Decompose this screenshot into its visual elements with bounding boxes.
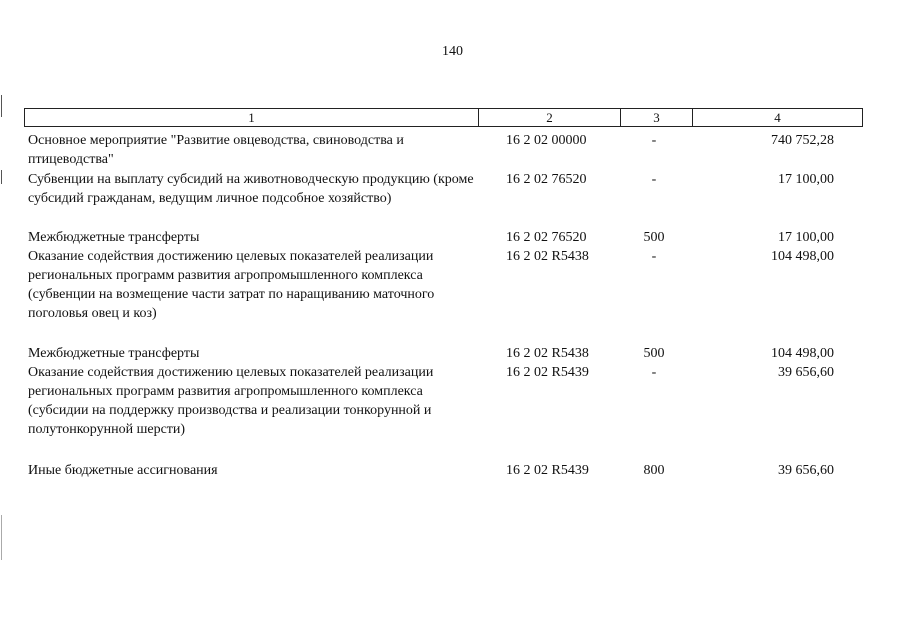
row-amount: 104 498,00: [771, 346, 834, 361]
row-name: Оказание содействия достижению целевых показателей реализации региональных программ развития агропромышленного комплекса (субвенции на возмещение части затрат по наращиванию маточного поголовья овец и коз): [28, 249, 435, 321]
margin-mark: [1, 170, 2, 184]
row-amount: 39 656,60: [778, 365, 834, 380]
row-expense-type: 500: [643, 230, 665, 245]
row-code: 16 2 02 00000: [506, 133, 587, 148]
row-expense-type: 500: [643, 346, 665, 361]
row-amount: 39 656,60: [778, 463, 834, 478]
row-amount: 17 100,00: [778, 172, 834, 187]
row-name: Оказание содействия достижению целевых показателей реализации региональных программ развития агропромышленного комплекса (субсидии на поддержку производства и реализации тонкорунной и полутонкорунной шерсти): [28, 365, 434, 437]
row-amount: 740 752,28: [771, 133, 834, 148]
column-header-row: [25, 109, 863, 127]
margin-mark: [1, 515, 2, 560]
row-name: Межбюджетные трансферты: [28, 346, 200, 361]
row-expense-type: -: [651, 172, 657, 187]
page-number: 140: [442, 44, 463, 59]
row-name: Субвенции на выплату субсидий на животноводческую продукцию (кроме субсидий гражданам, ведущим личное подсобное хозяйство): [28, 172, 474, 206]
row-amount: 17 100,00: [778, 230, 834, 245]
row-name: Межбюджетные трансферты: [28, 230, 200, 245]
column-header-3: 3: [621, 109, 693, 127]
column-header-table: [24, 108, 863, 127]
row-expense-type: -: [651, 133, 657, 148]
row-expense-type: 800: [643, 463, 665, 478]
row-name: Иные бюджетные ассигнования: [28, 463, 218, 478]
row-code: 16 2 02 R5438: [506, 346, 589, 361]
row-code: 16 2 02 R5439: [506, 365, 589, 380]
row-code: 16 2 02 R5439: [506, 463, 589, 478]
column-header-4: 4: [693, 109, 863, 127]
row-code: 16 2 02 76520: [506, 172, 587, 187]
row-name: Основное мероприятие "Развитие овцеводства, свиноводства и птицеводства": [28, 133, 404, 167]
row-code: 16 2 02 R5438: [506, 249, 589, 264]
row-expense-type: -: [651, 249, 657, 264]
margin-mark: [1, 95, 2, 117]
column-header-2: 2: [479, 109, 621, 127]
row-expense-type: -: [651, 365, 657, 380]
row-amount: 104 498,00: [771, 249, 834, 264]
column-header-1: 1: [25, 109, 479, 127]
row-code: 16 2 02 76520: [506, 230, 587, 245]
